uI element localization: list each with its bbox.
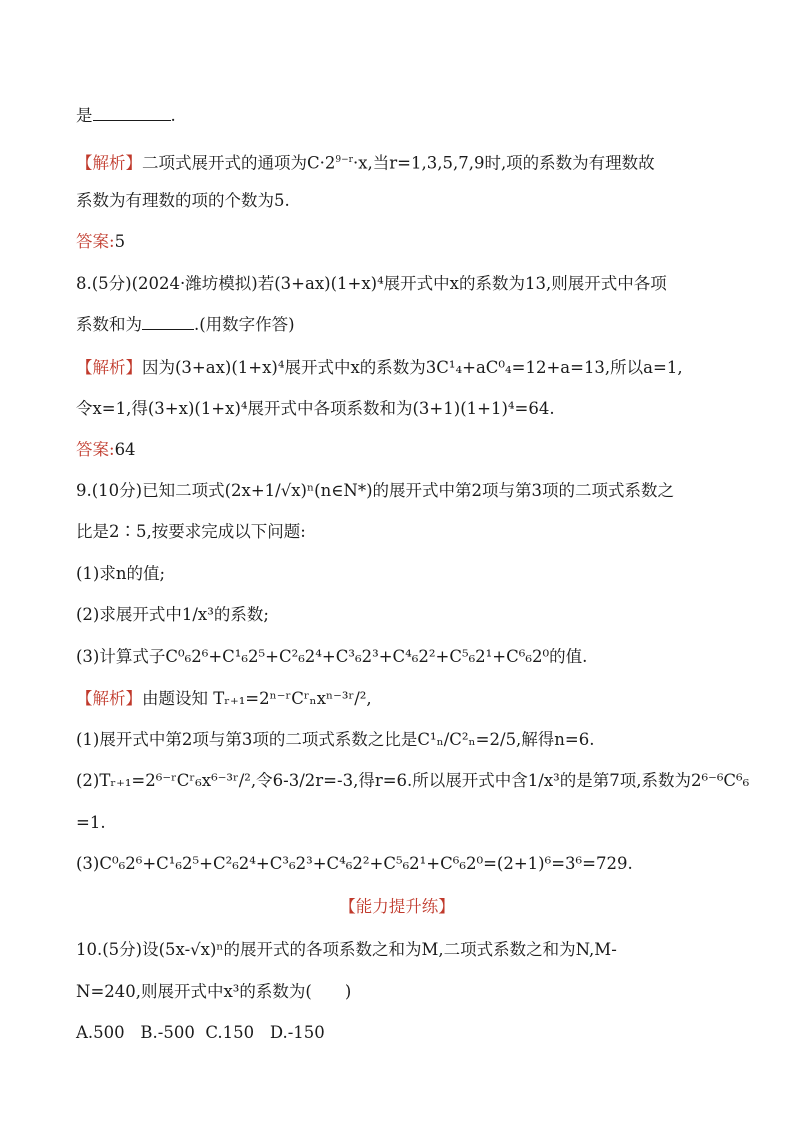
analysis-1-cont: 系数为有理数的项的个数为5. bbox=[76, 191, 290, 210]
line-1 bbox=[76, 104, 176, 128]
analysis-exponent: 9−r bbox=[335, 155, 353, 165]
question-10: 10.(5分)设(5x-√x)ⁿ的展开式的各项系数之和为M,二项式系数之和为N,M- bbox=[76, 940, 617, 959]
analysis-3-part2: (2)Tᵣ₊₁=2⁶⁻ʳCʳ₆x⁶⁻³ʳ/²,令6-3/2r=-3,得r=6.所以展开式中含1/x³的是第7项,系数为2⁶⁻⁶C⁶₆ bbox=[76, 771, 750, 790]
analysis-3 bbox=[76, 687, 372, 711]
analysis-2-text: 因为(3+ax)(1+x)⁴展开式中x的系数为3C¹₄+aC⁰₄=12+a=13,所以a=1, bbox=[142, 358, 683, 377]
answer-2-value: 64 bbox=[114, 440, 136, 459]
answer-blank bbox=[93, 119, 171, 121]
analysis-2-cont: 令x=1,得(3+x)(1+x)⁴展开式中各项系数和为(3+1)(1+1)⁴=64. bbox=[76, 399, 555, 418]
line-1-suffix: . bbox=[170, 106, 176, 125]
analysis-text-b: ·2 bbox=[319, 153, 336, 173]
analysis-3-tag: 【解析】 bbox=[76, 689, 142, 708]
question-9-part2: (2)求展开式中1/x³的系数; bbox=[76, 605, 269, 624]
question-9: 9.(10分)已知二项式(2x+1/√x)ⁿ(n∈N*)的展开式中第2项与第3项的二项式系数之 bbox=[76, 481, 675, 500]
analysis-3-part3: (3)C⁰₆2⁶+C¹₆2⁵+C²₆2⁴+C³₆2³+C⁴₆2²+C⁵₆2¹+C⁶₆2⁰=(2+1)⁶=3⁶=729. bbox=[76, 854, 633, 873]
q8-text-a: 系数和为 bbox=[76, 315, 142, 334]
analysis-2 bbox=[76, 356, 683, 380]
question-10-cont: N=240,则展开式中x³的系数为( ) bbox=[76, 982, 352, 1001]
question-10-options: A.500 B.-500 C.150 D.-150 bbox=[76, 1023, 325, 1042]
analysis-3-part1: (1)展开式中第2项与第3项的二项式系数之比是C¹ₙ/C²ₙ=2/5,解得n=6. bbox=[76, 730, 595, 749]
answer-value: 5 bbox=[114, 232, 126, 251]
analysis-text-a: 二项式展开式的通项为C bbox=[142, 153, 320, 173]
analysis-text-c: ·x bbox=[352, 153, 368, 173]
question-9-cont: 比是2∶5,按要求完成以下问题: bbox=[76, 522, 306, 541]
question-9-part3: (3)计算式子C⁰₆2⁶+C¹₆2⁵+C²₆2⁴+C³₆2³+C⁴₆2²+C⁵₆2¹+C⁶₆2⁰的值. bbox=[76, 647, 588, 666]
answer-1 bbox=[76, 230, 125, 254]
question-9-part1: (1)求n的值; bbox=[76, 564, 166, 583]
analysis-text-d: ,当r=1,3,5,7,9时,项的系数为有理数故 bbox=[367, 153, 655, 173]
analysis-tag: 【解析】 bbox=[76, 153, 142, 173]
answer-2-label: 答案: bbox=[76, 440, 115, 459]
q8-text-b: .(用数字作答) bbox=[194, 315, 295, 334]
section-heading bbox=[0, 895, 794, 919]
q8-blank bbox=[142, 328, 194, 330]
line-1-prefix: 是 bbox=[76, 106, 93, 125]
answer-2 bbox=[76, 438, 136, 462]
question-8-cont bbox=[76, 313, 295, 337]
analysis-3-text: 由题设知 Tᵣ₊₁=2ⁿ⁻ʳCʳₙxⁿ⁻³ʳ/², bbox=[142, 689, 372, 708]
answer-label: 答案: bbox=[76, 232, 115, 251]
analysis-1 bbox=[76, 148, 655, 176]
analysis-2-tag: 【解析】 bbox=[76, 358, 142, 377]
analysis-3-part2-cont: =1. bbox=[76, 813, 106, 832]
section-heading-text: 【能力提升练】 bbox=[339, 897, 455, 916]
question-8: 8.(5分)(2024·潍坊模拟)若(3+ax)(1+x)⁴展开式中x的系数为13,则展开式中各项 bbox=[76, 274, 667, 293]
